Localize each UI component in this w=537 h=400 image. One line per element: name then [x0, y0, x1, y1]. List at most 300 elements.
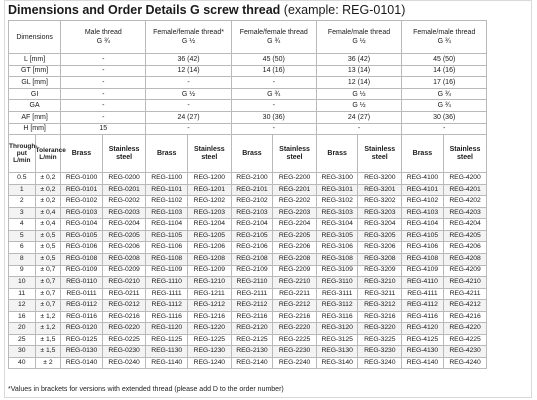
order-code-cell: REG-1200	[187, 173, 231, 185]
throughput-cell: 8	[9, 253, 36, 265]
stainless-header: Stainless steel	[187, 135, 231, 173]
spec-value: 45 (50)	[402, 54, 487, 66]
order-code-cell: REG-3208	[358, 253, 402, 265]
order-code-cell: REG-0210	[102, 277, 146, 289]
order-code-cell: REG-0111	[61, 288, 103, 300]
order-code-cell: REG-0102	[61, 196, 103, 208]
throughput-cell: 2	[9, 196, 36, 208]
order-code-cell: REG-4103	[402, 207, 444, 219]
order-code-cell: REG-3108	[316, 253, 358, 265]
order-code-cell: REG-3209	[358, 265, 402, 277]
spec-value: -	[146, 100, 231, 112]
order-code-cell: REG-1220	[187, 323, 231, 335]
spec-label: GI	[9, 88, 61, 100]
tolerance-cell: ± 0,4	[35, 219, 61, 231]
order-code-cell: REG-2200	[273, 173, 317, 185]
stainless-header: Stainless steel	[443, 135, 487, 173]
order-row	[9, 196, 529, 208]
order-code-cell: REG-4201	[443, 184, 487, 196]
order-code-cell: REG-4105	[402, 230, 444, 242]
spec-label: H [mm]	[9, 123, 61, 135]
order-code-cell: REG-0200	[102, 173, 146, 185]
thread-size: G ¾	[96, 38, 110, 45]
tolerance-cell: ± 0,7	[35, 277, 61, 289]
page-title	[8, 3, 405, 17]
order-code-cell: REG-3130	[316, 346, 358, 358]
order-code-cell: REG-0202	[102, 196, 146, 208]
order-code-cell: REG-1103	[146, 207, 188, 219]
order-code-cell: REG-4125	[402, 334, 444, 346]
tolerance-cell: ± 0,7	[35, 265, 61, 277]
order-code-cell: REG-0101	[61, 184, 103, 196]
order-code-cell: REG-2110	[231, 277, 273, 289]
order-code-cell: REG-4106	[402, 242, 444, 254]
order-code-cell: REG-1210	[187, 277, 231, 289]
spec-label: L [mm]	[9, 54, 61, 66]
order-code-cell: REG-3109	[316, 265, 358, 277]
order-code-cell: REG-0120	[61, 323, 103, 335]
order-code-cell: REG-1111	[146, 288, 188, 300]
order-code-cell: REG-3106	[316, 242, 358, 254]
order-code-cell: REG-1100	[146, 173, 188, 185]
order-code-cell: REG-0208	[102, 253, 146, 265]
tolerance-cell: ± 0,5	[35, 242, 61, 254]
order-code-cell: REG-2205	[273, 230, 317, 242]
spec-label: GT [mm]	[9, 65, 61, 77]
tolerance-cell: ± 0,5	[35, 230, 61, 242]
order-code-cell: REG-0130	[61, 346, 103, 358]
order-code-cell: REG-1125	[146, 334, 188, 346]
spec-value: G ½	[316, 88, 401, 100]
spec-row	[9, 111, 529, 123]
order-code-cell: REG-3103	[316, 207, 358, 219]
spec-row	[9, 54, 529, 66]
order-code-cell: REG-2102	[231, 196, 273, 208]
order-code-cell: REG-4100	[402, 173, 444, 185]
order-code-cell: REG-4208	[443, 253, 487, 265]
throughput-cell: 16	[9, 311, 36, 323]
order-code-cell: REG-3112	[316, 300, 358, 312]
column-header-row	[9, 135, 529, 173]
order-code-cell: REG-3100	[316, 173, 358, 185]
tolerance-cell: ± 0,7	[35, 288, 61, 300]
order-code-cell: REG-3140	[316, 357, 358, 369]
order-code-cell: REG-0212	[102, 300, 146, 312]
spec-value: 24 (27)	[316, 111, 401, 123]
thread-size: G ½	[181, 38, 196, 45]
order-code-cell: REG-3125	[316, 334, 358, 346]
thread-type: Female/female thread*	[153, 29, 224, 36]
order-code-cell: REG-4205	[443, 230, 487, 242]
spec-value: -	[61, 77, 146, 89]
tolerance-cell: ± 0,7	[35, 300, 61, 312]
throughput-cell: 9	[9, 265, 36, 277]
order-code-cell: REG-1216	[187, 311, 231, 323]
order-row	[9, 219, 529, 231]
spec-label: GA	[9, 100, 61, 112]
tolerance-cell: ± 0,4	[35, 207, 61, 219]
tolerance-cell: ± 0,2	[35, 196, 61, 208]
brass-header: Brass	[61, 135, 103, 173]
order-code-cell: REG-0230	[102, 346, 146, 358]
order-code-cell: REG-2208	[273, 253, 317, 265]
thread-type: Female/female thread	[239, 29, 308, 36]
brass-header: Brass	[146, 135, 188, 173]
spec-value: -	[231, 123, 316, 135]
throughput-cell: 30	[9, 346, 36, 358]
brass-header: Brass	[231, 135, 273, 173]
order-code-cell: REG-3220	[358, 323, 402, 335]
spec-row	[9, 100, 529, 112]
stainless-header: Stainless steel	[358, 135, 402, 173]
tolerance-cell: ± 0,2	[35, 184, 61, 196]
spec-row	[9, 123, 529, 135]
thread-group-header	[402, 21, 487, 54]
order-code-cell: REG-0109	[61, 265, 103, 277]
order-code-cell: REG-0140	[61, 357, 103, 369]
spec-value: 14 (16)	[402, 65, 487, 77]
order-code-cell: REG-4140	[402, 357, 444, 369]
thread-group-header	[146, 21, 231, 54]
order-code-cell: REG-3101	[316, 184, 358, 196]
spec-value: 12 (14)	[146, 65, 231, 77]
spec-value: -	[61, 65, 146, 77]
spec-value: 30 (36)	[402, 111, 487, 123]
order-row	[9, 334, 529, 346]
order-code-cell: REG-4204	[443, 219, 487, 231]
spec-value: -	[231, 77, 316, 89]
brass-header: Brass	[316, 135, 358, 173]
order-code-cell: REG-1120	[146, 323, 188, 335]
spec-value: -	[61, 111, 146, 123]
thread-group-header	[316, 21, 401, 54]
order-code-cell: REG-3240	[358, 357, 402, 369]
spec-value: 36 (42)	[316, 54, 401, 66]
order-code-cell: REG-1105	[146, 230, 188, 242]
order-code-cell: REG-0116	[61, 311, 103, 323]
throughput-cell: 6	[9, 242, 36, 254]
order-row	[9, 253, 529, 265]
throughput-cell: 4	[9, 219, 36, 231]
order-code-cell: REG-0206	[102, 242, 146, 254]
order-code-cell: REG-4216	[443, 311, 487, 323]
order-code-cell: REG-2101	[231, 184, 273, 196]
order-row	[9, 173, 529, 185]
order-code-cell: REG-3210	[358, 277, 402, 289]
footnote: *Values in brackets for versions with extended thread (please add D to the order number)	[8, 386, 284, 393]
throughput-cell: 10	[9, 277, 36, 289]
order-code-cell: REG-1112	[146, 300, 188, 312]
order-code-cell: REG-2125	[231, 334, 273, 346]
order-code-cell: REG-2140	[231, 357, 273, 369]
order-row	[9, 323, 529, 335]
order-code-cell: REG-0125	[61, 334, 103, 346]
order-code-cell: REG-4116	[402, 311, 444, 323]
order-code-cell: REG-1240	[187, 357, 231, 369]
order-code-cell: REG-2202	[273, 196, 317, 208]
throughput-cell: 25	[9, 334, 36, 346]
order-code-cell: REG-2204	[273, 219, 317, 231]
spec-value: G ½	[146, 88, 231, 100]
order-code-cell: REG-1109	[146, 265, 188, 277]
order-code-cell: REG-0216	[102, 311, 146, 323]
throughput-cell: 3	[9, 207, 36, 219]
order-code-cell: REG-0203	[102, 207, 146, 219]
tolerance-cell: ± 1,2	[35, 323, 61, 335]
order-code-cell: REG-3111	[316, 288, 358, 300]
order-code-cell: REG-2230	[273, 346, 317, 358]
order-code-cell: REG-2100	[231, 173, 273, 185]
order-code-cell: REG-0100	[61, 173, 103, 185]
order-code-cell: REG-0112	[61, 300, 103, 312]
order-code-cell: REG-2216	[273, 311, 317, 323]
order-row	[9, 242, 529, 254]
order-code-cell: REG-1102	[146, 196, 188, 208]
order-code-cell: REG-2103	[231, 207, 273, 219]
throughput-cell: 5	[9, 230, 36, 242]
order-code-cell: REG-4112	[402, 300, 444, 312]
spec-label: GL [mm]	[9, 77, 61, 89]
order-row	[9, 288, 529, 300]
order-code-cell: REG-1211	[187, 288, 231, 300]
order-code-cell: REG-0240	[102, 357, 146, 369]
order-code-cell: REG-2211	[273, 288, 317, 300]
order-code-cell: REG-3203	[358, 207, 402, 219]
order-code-cell: REG-4210	[443, 277, 487, 289]
throughput-cell: 1	[9, 184, 36, 196]
order-code-cell: REG-4211	[443, 288, 487, 300]
header-row	[9, 21, 529, 54]
order-code-cell: REG-1101	[146, 184, 188, 196]
spec-value: -	[61, 100, 146, 112]
order-code-cell: REG-1130	[146, 346, 188, 358]
order-row	[9, 265, 529, 277]
order-code-cell: REG-3202	[358, 196, 402, 208]
order-code-cell: REG-0209	[102, 265, 146, 277]
order-code-cell: REG-1208	[187, 253, 231, 265]
order-row	[9, 300, 529, 312]
spec-value: 17 (16)	[402, 77, 487, 89]
order-code-cell: REG-4104	[402, 219, 444, 231]
order-code-cell: REG-3102	[316, 196, 358, 208]
order-code-cell: REG-4230	[443, 346, 487, 358]
spec-value: 24 (27)	[146, 111, 231, 123]
spec-value: -	[316, 123, 401, 135]
order-code-cell: REG-3200	[358, 173, 402, 185]
order-code-cell: REG-1108	[146, 253, 188, 265]
order-code-cell: REG-4220	[443, 323, 487, 335]
thread-size: G ¾	[437, 38, 451, 45]
thread-group-header	[61, 21, 146, 54]
order-code-cell: REG-3211	[358, 288, 402, 300]
order-code-cell: REG-3205	[358, 230, 402, 242]
order-code-cell: REG-4102	[402, 196, 444, 208]
throughput-cell: 20	[9, 323, 36, 335]
thread-type: Female/male thread	[413, 29, 476, 36]
spec-value: -	[61, 54, 146, 66]
spec-value: 13 (14)	[316, 65, 401, 77]
order-row	[9, 346, 529, 358]
spec-value: -	[231, 100, 316, 112]
order-code-cell: REG-1104	[146, 219, 188, 231]
spec-value: -	[146, 77, 231, 89]
order-code-cell: REG-1225	[187, 334, 231, 346]
order-row	[9, 207, 529, 219]
order-code-cell: REG-4202	[443, 196, 487, 208]
order-code-cell: REG-3104	[316, 219, 358, 231]
order-code-cell: REG-1201	[187, 184, 231, 196]
order-code-cell: REG-3230	[358, 346, 402, 358]
order-code-cell: REG-2209	[273, 265, 317, 277]
order-code-cell: REG-1209	[187, 265, 231, 277]
spec-value: -	[146, 123, 231, 135]
order-code-cell: REG-2212	[273, 300, 317, 312]
order-code-cell: REG-2201	[273, 184, 317, 196]
order-code-cell: REG-4206	[443, 242, 487, 254]
order-code-cell: REG-0211	[102, 288, 146, 300]
spec-value: 36 (42)	[146, 54, 231, 66]
spec-row	[9, 77, 529, 89]
order-code-cell: REG-2220	[273, 323, 317, 335]
order-code-cell: REG-0106	[61, 242, 103, 254]
spec-value: 45 (50)	[231, 54, 316, 66]
order-row	[9, 277, 529, 289]
order-code-cell: REG-2240	[273, 357, 317, 369]
order-code-cell: REG-1140	[146, 357, 188, 369]
spec-value: -	[402, 123, 487, 135]
spec-value: G ½	[316, 100, 401, 112]
throughput-cell: 40	[9, 357, 36, 369]
order-code-cell: REG-4225	[443, 334, 487, 346]
title-example: (example: REG-0101)	[283, 3, 406, 17]
spec-value: 12 (14)	[316, 77, 401, 89]
order-code-cell: REG-0225	[102, 334, 146, 346]
spec-value: G ¾	[402, 100, 487, 112]
order-code-cell: REG-0201	[102, 184, 146, 196]
order-code-cell: REG-4101	[402, 184, 444, 196]
tolerance-cell: ± 0,5	[35, 253, 61, 265]
dimensions-header	[9, 21, 61, 54]
order-code-cell: REG-2120	[231, 323, 273, 335]
thread-size: G ¾	[267, 38, 281, 45]
thread-type: Female/male thread	[327, 29, 391, 36]
order-code-cell: REG-2210	[273, 277, 317, 289]
spec-value: 15	[61, 123, 146, 135]
order-code-cell: REG-4109	[402, 265, 444, 277]
order-row	[9, 184, 529, 196]
stainless-header: Stainless steel	[273, 135, 317, 173]
spec-value: -	[61, 88, 146, 100]
order-code-cell: REG-2116	[231, 311, 273, 323]
order-code-cell: REG-3216	[358, 311, 402, 323]
tolerance-header: Tolerance L/min	[35, 135, 61, 173]
order-code-cell: REG-1202	[187, 196, 231, 208]
order-code-cell: REG-2106	[231, 242, 273, 254]
order-code-cell: REG-3206	[358, 242, 402, 254]
brass-header: Brass	[402, 135, 444, 173]
order-code-cell: REG-1116	[146, 311, 188, 323]
order-code-cell: REG-2203	[273, 207, 317, 219]
spec-value: G ¾	[402, 88, 487, 100]
order-code-cell: REG-4120	[402, 323, 444, 335]
thread-size: G ½	[352, 38, 366, 45]
order-code-cell: REG-1206	[187, 242, 231, 254]
order-code-cell: REG-0104	[61, 219, 103, 231]
title-main: Dimensions and Order Details G screw thread	[8, 3, 281, 17]
order-code-cell: REG-2130	[231, 346, 273, 358]
order-code-cell: REG-1205	[187, 230, 231, 242]
throughput-cell: 0.5	[9, 173, 36, 185]
order-code-cell: REG-4110	[402, 277, 444, 289]
spec-label: AF [mm]	[9, 111, 61, 123]
order-code-cell: REG-4209	[443, 265, 487, 277]
order-code-cell: REG-1203	[187, 207, 231, 219]
order-row	[9, 311, 529, 323]
order-code-cell: REG-1204	[187, 219, 231, 231]
order-code-cell: REG-0204	[102, 219, 146, 231]
order-code-cell: REG-3105	[316, 230, 358, 242]
order-code-cell: REG-4200	[443, 173, 487, 185]
order-code-cell: REG-2109	[231, 265, 273, 277]
tolerance-cell: ± 1,5	[35, 334, 61, 346]
order-code-cell: REG-0105	[61, 230, 103, 242]
order-row	[9, 357, 529, 369]
order-code-cell: REG-3212	[358, 300, 402, 312]
order-code-cell: REG-2206	[273, 242, 317, 254]
order-code-cell: REG-4240	[443, 357, 487, 369]
order-code-cell: REG-2105	[231, 230, 273, 242]
order-code-cell: REG-0108	[61, 253, 103, 265]
order-code-cell: REG-1106	[146, 242, 188, 254]
tolerance-cell: ± 2	[35, 357, 61, 369]
order-code-cell: REG-3120	[316, 323, 358, 335]
spec-value: 14 (16)	[231, 65, 316, 77]
order-code-cell: REG-4212	[443, 300, 487, 312]
spec-row	[9, 65, 529, 77]
order-code-cell: REG-2112	[231, 300, 273, 312]
order-code-cell: REG-3204	[358, 219, 402, 231]
tolerance-cell: ± 0,2	[35, 173, 61, 185]
order-code-cell: REG-0110	[61, 277, 103, 289]
tolerance-cell: ± 1,5	[35, 346, 61, 358]
order-code-cell: REG-1230	[187, 346, 231, 358]
spec-value: 30 (36)	[231, 111, 316, 123]
order-details-table	[8, 20, 529, 369]
dimensions-label: Dimensions	[16, 33, 53, 41]
thread-type: Male thread	[84, 29, 122, 36]
order-code-cell: REG-0220	[102, 323, 146, 335]
throughput-cell: 11	[9, 288, 36, 300]
order-code-cell: REG-4203	[443, 207, 487, 219]
order-code-cell: REG-0103	[61, 207, 103, 219]
order-code-cell: REG-4111	[402, 288, 444, 300]
spec-value: G ¾	[231, 88, 316, 100]
tolerance-cell: ± 1,2	[35, 311, 61, 323]
stainless-header: Stainless steel	[102, 135, 146, 173]
thread-group-header	[231, 21, 316, 54]
order-code-cell: REG-1110	[146, 277, 188, 289]
throughput-header: Through-put L/min	[9, 135, 36, 173]
order-code-cell: REG-3201	[358, 184, 402, 196]
throughput-cell: 12	[9, 300, 36, 312]
order-code-cell: REG-2111	[231, 288, 273, 300]
order-row	[9, 230, 529, 242]
order-code-cell: REG-3116	[316, 311, 358, 323]
spec-row	[9, 88, 529, 100]
order-code-cell: REG-1212	[187, 300, 231, 312]
order-code-cell: REG-3225	[358, 334, 402, 346]
order-code-cell: REG-4108	[402, 253, 444, 265]
